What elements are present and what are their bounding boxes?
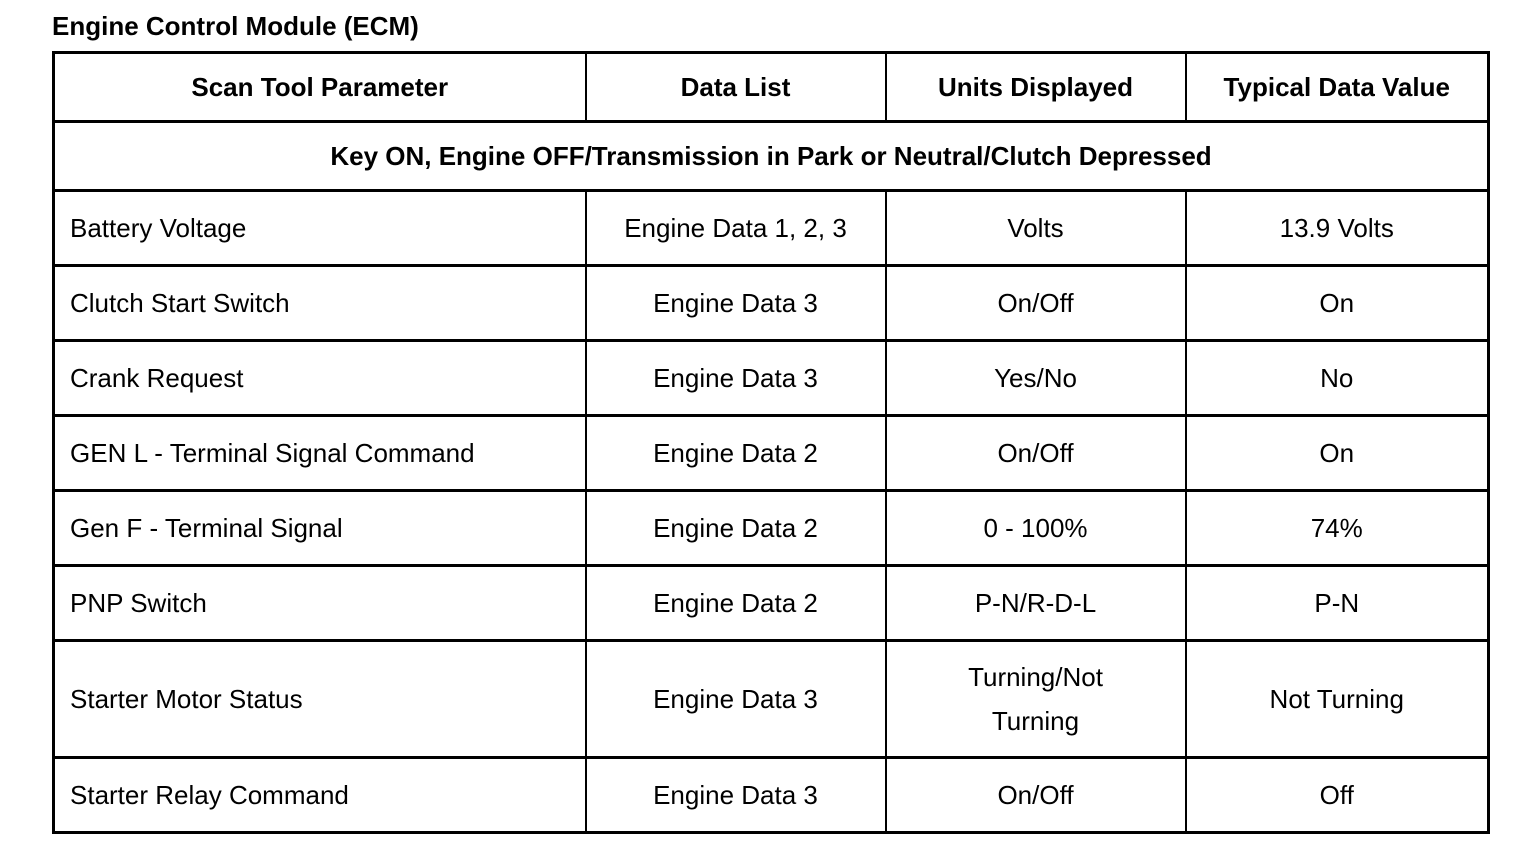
document-title: Engine Control Module (ECM): [52, 11, 419, 41]
cell-data-list: Engine Data 1, 2, 3: [586, 191, 886, 266]
table-header-row: [54, 53, 1489, 122]
cell-parameter: Starter Relay Command: [54, 758, 586, 833]
cell-data-list: Engine Data 2: [586, 416, 886, 491]
table-row: [54, 266, 1489, 341]
cell-parameter: Clutch Start Switch: [54, 266, 586, 341]
cell-typical-value: No: [1186, 341, 1489, 416]
cell-data-list: Engine Data 3: [586, 641, 886, 758]
section-heading: Key ON, Engine OFF/Transmission in Park or Neutral/Clutch Depressed: [54, 122, 1489, 191]
cell-typical-value: Not Turning: [1186, 641, 1489, 758]
cell-typical-value: Off: [1186, 758, 1489, 833]
ecm-parameter-table: [52, 51, 1490, 834]
table-row: [54, 566, 1489, 641]
cell-data-list: Engine Data 2: [586, 566, 886, 641]
cell-data-list: Engine Data 3: [586, 266, 886, 341]
column-header-data-list: Data List: [586, 53, 886, 122]
cell-units: On/Off: [886, 758, 1186, 833]
cell-parameter: Gen F - Terminal Signal: [54, 491, 586, 566]
cell-parameter: GEN L - Terminal Signal Command: [54, 416, 586, 491]
cell-data-list: Engine Data 2: [586, 491, 886, 566]
cell-typical-value: 74%: [1186, 491, 1489, 566]
cell-typical-value: On: [1186, 266, 1489, 341]
table-row: [54, 641, 1489, 758]
cell-parameter: Starter Motor Status: [54, 641, 586, 758]
section-row: [54, 122, 1489, 191]
cell-parameter: PNP Switch: [54, 566, 586, 641]
cell-typical-value: On: [1186, 416, 1489, 491]
table-row: [54, 191, 1489, 266]
table-row: [54, 341, 1489, 416]
cell-units: Turning/Not Turning: [886, 641, 1186, 758]
cell-typical-value: 13.9 Volts: [1186, 191, 1489, 266]
table-row: [54, 758, 1489, 833]
cell-units: On/Off: [886, 266, 1186, 341]
table-row: [54, 491, 1489, 566]
cell-data-list: Engine Data 3: [586, 341, 886, 416]
cell-data-list: Engine Data 3: [586, 758, 886, 833]
cell-units: Volts: [886, 191, 1186, 266]
cell-units: P-N/R-D-L: [886, 566, 1186, 641]
cell-units: 0 - 100%: [886, 491, 1186, 566]
column-header-typical-value: Typical Data Value: [1186, 53, 1489, 122]
table-row: [54, 416, 1489, 491]
cell-units: Yes/No: [886, 341, 1186, 416]
cell-typical-value: P-N: [1186, 566, 1489, 641]
cell-units: On/Off: [886, 416, 1186, 491]
cell-parameter: Crank Request: [54, 341, 586, 416]
column-header-parameter: Scan Tool Parameter: [54, 53, 586, 122]
column-header-units: Units Displayed: [886, 53, 1186, 122]
cell-parameter: Battery Voltage: [54, 191, 586, 266]
